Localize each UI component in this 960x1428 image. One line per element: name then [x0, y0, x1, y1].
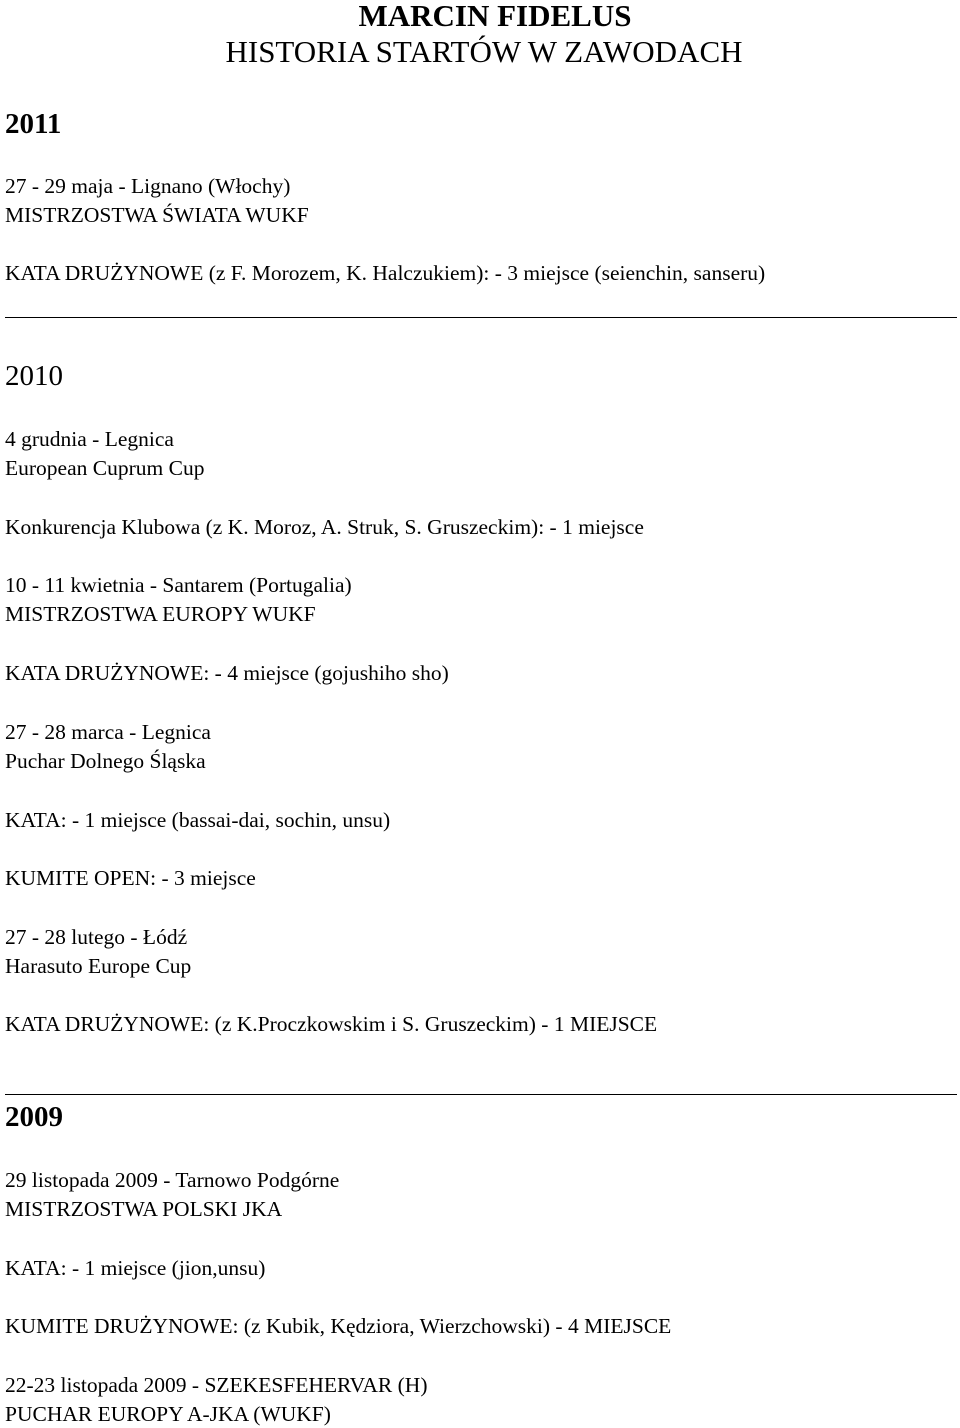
section-divider	[5, 317, 957, 318]
event-result: KATA DRUŻYNOWE (z F. Morozem, K. Halczukiem): - 3 miejsce (seienchin, sanseru)	[5, 261, 766, 285]
document-title: HISTORIA STARTÓW W ZAWODACH	[225, 34, 743, 69]
year-heading-2011: 2011	[5, 108, 62, 140]
event-result: KATA DRUŻYNOWE: (z K.Proczkowskim i S. Gruszeckim) - 1 MIEJSCE	[5, 1012, 658, 1036]
year-heading-2009: 2009	[5, 1101, 63, 1133]
event-name: MISTRZOSTWA POLSKI JKA	[5, 1197, 283, 1221]
event-name: Puchar Dolnego Śląska	[5, 749, 206, 773]
event-name: MISTRZOSTWA ŚWIATA WUKF	[5, 203, 309, 227]
event-result: KATA: - 1 miejsce (jion,unsu)	[5, 1256, 266, 1280]
author-name: MARCIN FIDELUS	[358, 0, 632, 33]
event-name: PUCHAR EUROPY A-JKA (WUKF)	[5, 1402, 331, 1426]
event-name: MISTRZOSTWA EUROPY WUKF	[5, 602, 316, 626]
event-date-place: 29 listopada 2009 - Tarnowo Podgórne	[5, 1168, 340, 1192]
section-divider	[5, 1094, 957, 1095]
event-result: KUMITE DRUŻYNOWE: (z Kubik, Kędziora, Wierzchowski) - 4 MIEJSCE	[5, 1314, 672, 1338]
event-date-place: 4 grudnia - Legnica	[5, 427, 174, 451]
event-date-place: 10 - 11 kwietnia - Santarem (Portugalia)	[5, 573, 352, 597]
event-result: KATA DRUŻYNOWE: - 4 miejsce (gojushiho sho)	[5, 661, 449, 685]
event-result: KATA: - 1 miejsce (bassai-dai, sochin, unsu)	[5, 808, 391, 832]
event-date-place: 22-23 listopada 2009 - SZEKESFEHERVAR (H)	[5, 1373, 428, 1397]
event-date-place: 27 - 28 marca - Legnica	[5, 720, 211, 744]
event-name: European Cuprum Cup	[5, 456, 205, 480]
event-date-place: 27 - 28 lutego - Łódź	[5, 925, 188, 949]
event-result: KUMITE OPEN: - 3 miejsce	[5, 866, 256, 890]
event-result: Konkurencja Klubowa (z K. Moroz, A. Struk, S. Gruszeckim): - 1 miejsce	[5, 515, 644, 539]
year-heading-2010: 2010	[5, 360, 63, 392]
event-name: Harasuto Europe Cup	[5, 954, 192, 978]
event-date-place: 27 - 29 maja - Lignano (Włochy)	[5, 174, 291, 198]
